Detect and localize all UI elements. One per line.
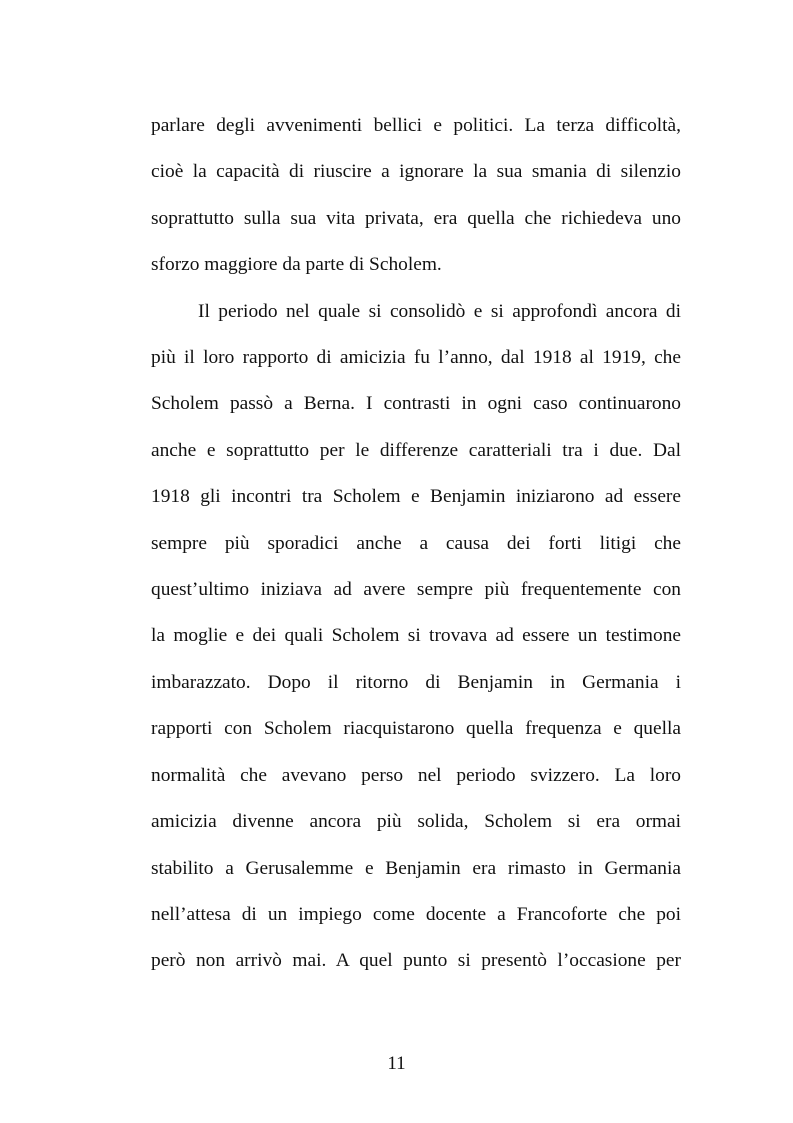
page-number: 11 xyxy=(387,1053,406,1074)
paragraph-2 xyxy=(151,289,681,985)
text-line: 1918 gli incontri tra Scholem e Benjamin iniziarono ad essere xyxy=(151,486,681,508)
text-line: stabilito a Gerusalemme e Benjamin era rimasto in Germania xyxy=(151,857,681,879)
paragraph-1 xyxy=(151,103,681,289)
text-line: sforzo maggiore da parte di Scholem. xyxy=(151,254,442,276)
text-line: amicizia divenne ancora più solida, Scholem si era ormai xyxy=(151,811,681,833)
text-line: normalità che avevano perso nel periodo svizzero. La loro xyxy=(151,764,681,786)
text-line: Scholem passò a Berna. I contrasti in ogni caso continuarono xyxy=(151,393,681,415)
text-line: sempre più sporadici anche a causa dei forti litigi che xyxy=(151,532,681,554)
text-line: imbarazzato. Dopo il ritorno di Benjamin in Germania i xyxy=(151,671,681,693)
text-line: rapporti con Scholem riacquistarono quella frequenza e quella xyxy=(151,718,681,740)
text-line: la moglie e dei quali Scholem si trovava ad essere un testimone xyxy=(151,625,681,647)
body-text xyxy=(151,103,681,985)
text-line: nell’attesa di un impiego come docente a Francoforte che poi xyxy=(151,903,681,925)
text-line: anche e soprattutto per le differenze caratteriali tra i due. Dal xyxy=(151,439,681,461)
text-line: più il loro rapporto di amicizia fu l’anno, dal 1918 al 1919, che xyxy=(151,347,681,369)
text-line: soprattutto sulla sua vita privata, era quella che richiedeva uno xyxy=(151,207,681,229)
text-line: parlare degli avvenimenti bellici e politici. La terza difficoltà, xyxy=(151,115,681,136)
text-line: cioè la capacità di riuscire a ignorare la sua smania di silenzio xyxy=(151,161,681,183)
text-line: quest’ultimo iniziava ad avere sempre più frequentemente con xyxy=(151,579,681,601)
text-line: però non arrivò mai. A quel punto si presentò l’occasione per xyxy=(151,950,681,972)
text-line: Il periodo nel quale si consolidò e si approfondì ancora di xyxy=(198,300,681,322)
